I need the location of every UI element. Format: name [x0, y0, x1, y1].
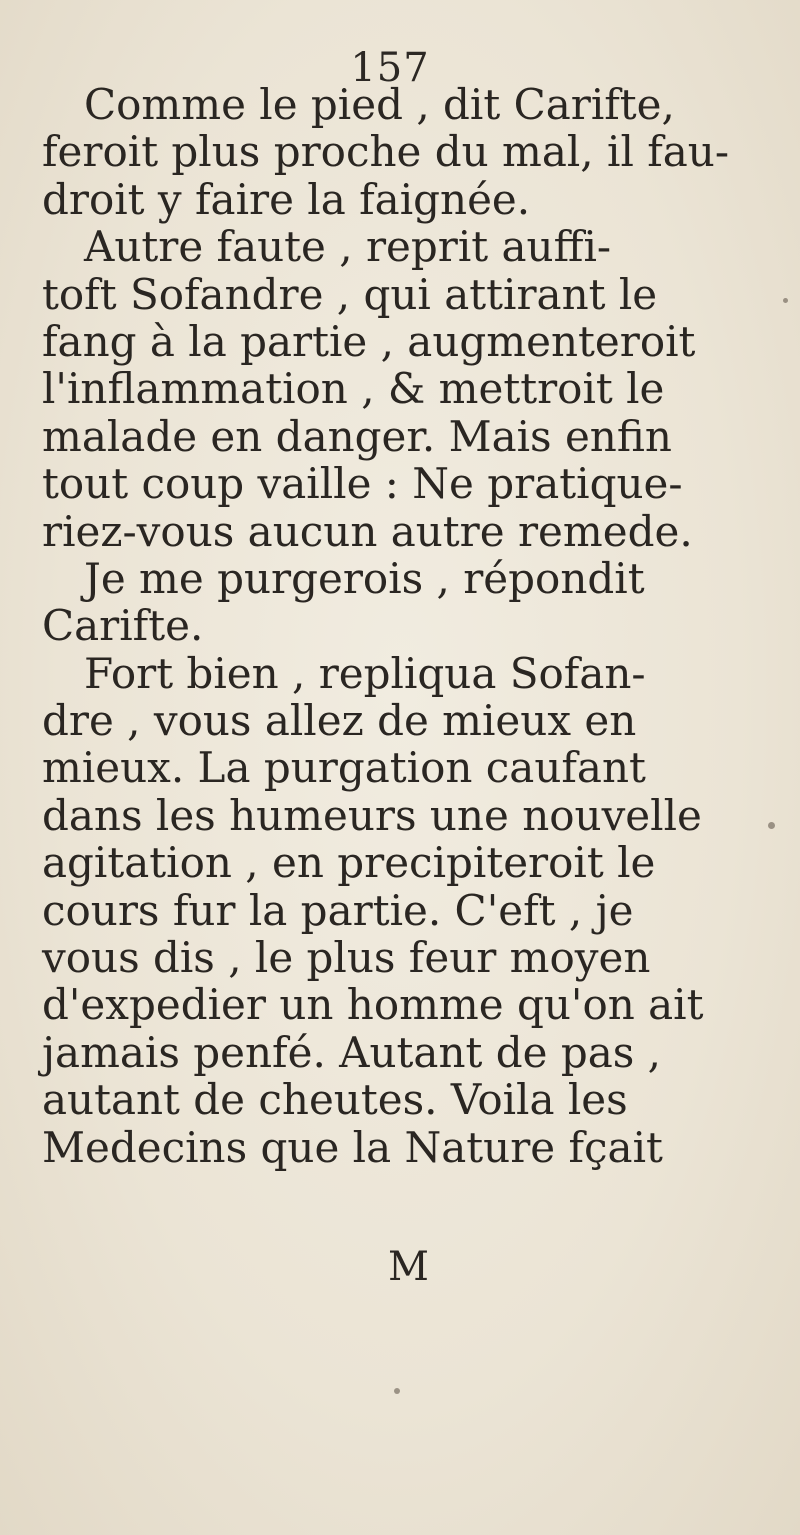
text-line: tout coup vaille : Ne pratique-: [42, 459, 683, 509]
text-line: malade en danger. Mais enfin: [42, 411, 672, 461]
page-number: 157: [350, 45, 430, 91]
text-line: agitation , en precipiteroit le: [42, 838, 656, 888]
text-line: vous dis , le plus feur moyen: [42, 933, 651, 983]
text-line: autant de cheutes. Voila les: [42, 1075, 628, 1125]
text-line: Je me purgerois , répondit: [84, 553, 645, 603]
text-line: cours fur la partie. C'eft , je: [42, 885, 634, 935]
text-line: mieux. La purgation caufant: [42, 743, 646, 793]
catchword: M: [388, 1244, 429, 1290]
text-line: riez-vous aucun autre remede.: [42, 506, 693, 556]
text-line: Medecins que la Nature fçait: [42, 1122, 663, 1172]
text-line: d'expedier un homme qu'on ait: [42, 980, 704, 1030]
paper-speck: [783, 298, 788, 303]
page-body-text: [42, 81, 800, 1171]
text-line: Fort bien , repliqua Sofan-: [84, 648, 646, 698]
text-line: jamais penfé. Autant de pas ,: [42, 1027, 662, 1077]
text-line: Comme le pied , dit Carifte,: [84, 80, 675, 129]
text-line: dans les humeurs une nouvelle: [42, 790, 702, 840]
text-line: droit y faire la faignée.: [42, 174, 531, 224]
text-line: dre , vous allez de mieux en: [42, 696, 637, 746]
text-line: feroit plus proche du mal, il fau-: [42, 127, 730, 177]
text-line: l'inflammation , & mettroit le: [42, 364, 665, 414]
paper-speck: [394, 1388, 400, 1394]
text-line: toft Sofandre , qui attirant le: [42, 269, 658, 319]
text-line: Autre faute , reprit auffi-: [84, 222, 612, 272]
paper-speck: [768, 822, 775, 829]
text-line: fang à la partie , augmenteroit: [42, 316, 696, 366]
text-line: Carifte.: [42, 601, 204, 651]
